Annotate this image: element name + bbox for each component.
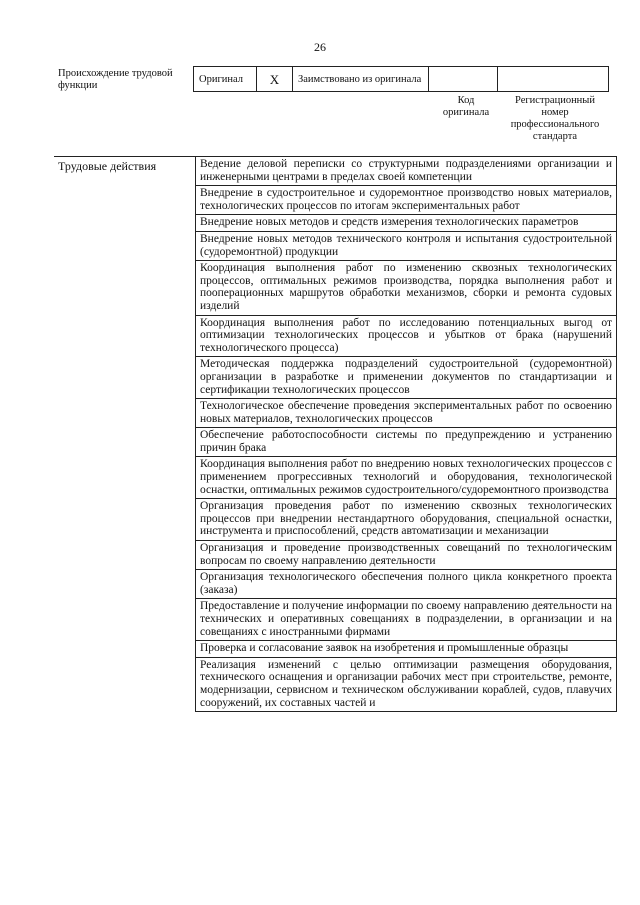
code-cell xyxy=(429,67,498,92)
reg-number-caption: Регистрационный номер профессионального стандарта xyxy=(510,95,600,142)
labor-action-item: Предоставление и получение информации по своему направлению деятельности на технических и оперативных совещаниях в подразделении, в организации и на совещаниях с иностранными фирмами xyxy=(196,599,617,641)
labor-action-item: Технологическое обеспечение проведения экспериментальных работ по освоению новых материалов, технологических процессов xyxy=(196,399,617,428)
labor-action-item: Организация проведения работ по изменению сквозных технологических процессов при внедрении нестандартного оборудования, специальной оснастки, инструмента и приспособлений, средств автоматизации и механизации xyxy=(196,499,617,541)
origin-table xyxy=(193,66,609,92)
labor-action-item: Проверка и согласование заявок на изобретения и промышленные образцы xyxy=(196,641,617,658)
original-mark: X xyxy=(257,67,293,92)
labor-action-item: Внедрение новых методов и средств измерения технологических параметров xyxy=(196,215,617,232)
origin-label: Происхождение трудовой функции xyxy=(58,68,173,91)
labor-action-item: Организация и проведение производственных совещаний по технологическим вопросам по своему направлению деятельности xyxy=(196,541,617,570)
labor-action-item: Реализация изменений с целью оптимизации размещения оборудования, технического оснащения и организации рабочих мест при строительстве, ремонте, модернизации, сервисном и техническом обслуживании кораблей, судов, плавучих сооружений, их составных частей и xyxy=(196,657,617,711)
reg-number-cell xyxy=(498,67,609,92)
labor-action-item: Организация технологического обеспечения полного цикла конкретного проекта (заказа) xyxy=(196,570,617,599)
labor-action-item: Координация выполнения работ по изменению сквозных технологических процессов, оптимальных режимов производства, порядка выполнения работ и пооперационных маршрутов обработки механизмов, сборки и ремонта судовых изделий xyxy=(196,261,617,315)
labor-action-row xyxy=(54,157,617,186)
labor-action-item: Обеспечение работоспособности системы по предупреждению и устранению причин брака xyxy=(196,428,617,457)
labor-action-item: Внедрение новых методов технического контроля и испытания судостроительной (судоремонтной) продукции xyxy=(196,231,617,260)
code-caption: Код оригинала xyxy=(442,95,490,118)
labor-actions-table xyxy=(54,156,617,712)
borrowed-cell: Заимствовано из оригинала xyxy=(293,67,429,92)
labor-action-item: Координация выполнения работ по исследованию потенциальных выгод от оптимизации технологических процессов и убытков от брака (нарушений технологического процесса) xyxy=(196,315,617,357)
labor-action-item: Координация выполнения работ по внедрению новых технологических процессов с применением прогрессивных технологий и оборудования, технологической оснастки, оптимальных режимов судостроительного/судоремонтного производства xyxy=(196,457,617,499)
labor-actions-label: Трудовые действия xyxy=(54,157,196,712)
page-number: 26 xyxy=(314,40,326,54)
origin-row xyxy=(194,67,609,92)
labor-action-item: Ведение деловой переписки со структурными подразделениями организации и инженерными центрами в пределах своей компетенции xyxy=(196,157,617,186)
original-cell: Оригинал xyxy=(194,67,257,92)
labor-action-item: Методическая поддержка подразделений судостроительной (судоремонтной) организации в разработке и применении документов по стандартизации и сертификации технологических процессов xyxy=(196,357,617,399)
labor-action-item: Внедрение в судостроительное и судоремонтное производство новых материалов, технологических процессов по итогам экспериментальных работ xyxy=(196,186,617,215)
